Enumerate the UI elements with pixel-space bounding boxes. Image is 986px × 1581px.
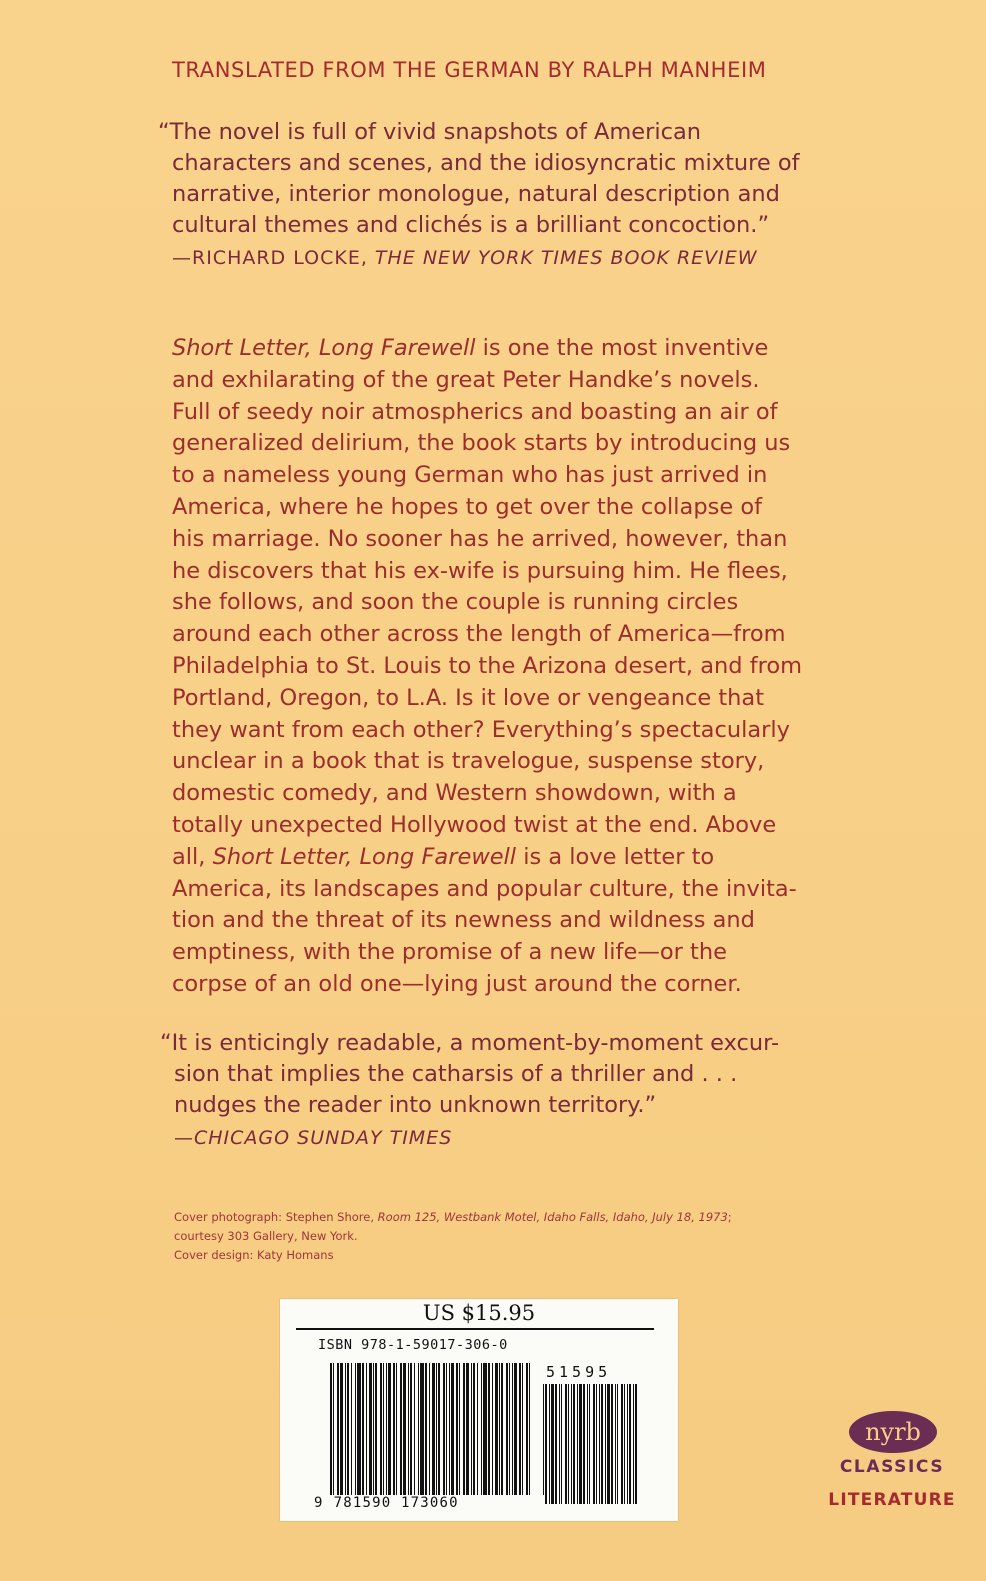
barcode-bar (509, 1363, 510, 1505)
barcode-bar (337, 1363, 339, 1505)
barcode-bar (351, 1363, 352, 1505)
barcode-bar (330, 1363, 332, 1505)
barcode-bar (438, 1363, 440, 1505)
barcode-bar (366, 1363, 367, 1505)
barcode-bar (492, 1363, 493, 1505)
barcode-bar (514, 1363, 517, 1505)
barcode-bar (555, 1384, 557, 1504)
blurb-line: Philadelphia to St. Louis to the Arizona desert, and from (172, 652, 803, 679)
blurb-line: unclear in a book that is travelogue, suspense story, (172, 748, 765, 775)
barcode-bar (605, 1384, 606, 1504)
barcode-bar (396, 1363, 397, 1505)
barcode-bar (601, 1384, 603, 1504)
barcode-bar (386, 1363, 387, 1505)
review-quote-nyt (158, 117, 848, 274)
blurb-line: emptiness, with the promise of a new life—or the (172, 939, 727, 966)
barcode-bar (408, 1363, 409, 1505)
quote-line: narrative, interior monologue, natural description and (172, 181, 780, 207)
barcode-bar (522, 1363, 523, 1505)
barcode-icon (330, 1363, 530, 1505)
barcode-bar (375, 1363, 377, 1505)
photo-credit (174, 1208, 814, 1227)
barcode-bar (369, 1363, 372, 1505)
courtesy-credit: courtesy 303 Gallery, New York. (174, 1229, 358, 1243)
quote-line: cultural themes and clichés is a brilliant concoction.” (172, 212, 770, 238)
barcode-bar (443, 1363, 445, 1505)
barcode-bar (499, 1363, 500, 1505)
quote-attribution (158, 243, 848, 274)
barcode-bar (473, 1363, 475, 1505)
quote-line: sion that implies the catharsis of a thriller and . . . (174, 1061, 738, 1087)
book-title: Short Letter, Long Farewell (172, 335, 476, 361)
barcode-bar (543, 1384, 544, 1504)
barcode-bar (596, 1384, 597, 1504)
blurb-line: she follows, and soon the couple is running circles (172, 589, 739, 616)
barcode-bar (551, 1384, 554, 1504)
barcode-bar (561, 1384, 562, 1504)
blurb-line: Full of seedy noir atmospherics and boasting an air of (172, 398, 778, 425)
barcode-bar (357, 1363, 361, 1505)
credit-punct: ; (727, 1210, 732, 1224)
blurb-line: tion and the threat of its newness and wildness and (172, 907, 755, 934)
barcode-bar (477, 1363, 478, 1505)
book-title: Short Letter, Long Farewell (212, 843, 517, 870)
attribution-source: THE NEW YORK TIMES BOOK REVIEW (374, 247, 758, 269)
barcode-bar (629, 1384, 631, 1504)
blurb-line (172, 333, 832, 365)
barcode-bar (340, 1363, 343, 1505)
barcode-bar (624, 1384, 625, 1504)
blurb-line: America, where he hopes to get over the collapse of (172, 493, 763, 520)
barcode-bar (565, 1384, 567, 1504)
barcode-bar (529, 1363, 530, 1505)
barcode-bar (488, 1363, 490, 1505)
barcode-bar (380, 1363, 382, 1505)
barcode-bar (599, 1384, 600, 1504)
barcode-bar (587, 1384, 588, 1504)
barcode-bar (568, 1384, 569, 1504)
blurb-text: all, (172, 843, 213, 870)
blurb-line: he discovers that his ex-wife is pursuing him. He flees, (172, 557, 788, 584)
addon-code: 51595 (546, 1363, 612, 1381)
quote-line: “The novel is full of vivid snapshots of American (158, 119, 702, 145)
barcode-bar (621, 1384, 623, 1504)
barcode-bar (410, 1363, 412, 1505)
blurb-line: America, its landscapes and popular culture, the invita- (172, 875, 797, 902)
barcode-number: 781590 173060 (333, 1495, 459, 1511)
barcode-lead-digit: 9 (314, 1495, 324, 1511)
barcode-bar (615, 1384, 616, 1504)
barcode-bar (400, 1363, 402, 1505)
barcode-bar (403, 1363, 406, 1505)
barcode-bar (333, 1363, 334, 1505)
book-description (172, 333, 832, 1001)
quote-line: nudges the reader into unknown territory.” (174, 1092, 657, 1118)
barcode-label (280, 1299, 678, 1521)
blurb-text: is one the most inventive (475, 335, 769, 361)
credit-label: Cover photograph: Stephen Shore, (174, 1210, 378, 1224)
barcode-bar (617, 1384, 618, 1504)
barcode-bar (420, 1363, 424, 1505)
series-label: CLASSICS (839, 1457, 945, 1477)
barcode-bar (483, 1363, 487, 1505)
barcode-bar (449, 1363, 450, 1505)
barcode-bar (456, 1363, 458, 1505)
barcode-bar (459, 1363, 460, 1505)
cover-credits (174, 1208, 814, 1265)
review-quote-chicago (160, 1028, 820, 1154)
blurb-text: is a love letter to (516, 843, 715, 870)
blurb-line (172, 842, 832, 874)
barcode-bar (506, 1363, 508, 1505)
barcode-bar (383, 1363, 384, 1505)
attribution-name: —RICHARD LOCKE, (172, 247, 375, 269)
blurb-line: they want from each other? Everything’s spectacularly (172, 716, 790, 743)
nyrb-logo (848, 1410, 938, 1454)
barcode-bar (463, 1363, 465, 1505)
barcode-bar (429, 1363, 430, 1505)
barcode-bar (418, 1363, 419, 1505)
barcode-bar (414, 1363, 415, 1505)
barcode-bar (501, 1363, 503, 1505)
barcode-bar (545, 1384, 547, 1504)
barcode-bar (519, 1363, 521, 1505)
quote-attribution (160, 1123, 820, 1154)
barcode-bar (451, 1363, 454, 1505)
photo-title: Room 125, Westbank Motel, Idaho Falls, Idaho, July 18, 1973 (377, 1210, 728, 1224)
barcode-digits (314, 1495, 544, 1511)
barcode-bar (355, 1363, 356, 1505)
barcode-bar (432, 1363, 435, 1505)
quote-line: characters and scenes, and the idiosyncratic mixture of (172, 150, 800, 176)
blurb-line: around each other across the length of America—from (172, 621, 786, 648)
barcode-bar (577, 1384, 578, 1504)
barcode-bar (589, 1384, 590, 1504)
blurb-line: corpse of an old one—lying just around the corner. (172, 970, 742, 997)
addon-barcode-icon (543, 1384, 637, 1504)
barcode-bar (635, 1384, 637, 1504)
quote-line: “It is enticingly readable, a moment-by-moment excur- (160, 1030, 780, 1056)
price-divider (296, 1328, 654, 1330)
category-label: LITERATURE (828, 1490, 956, 1510)
barcode-bar (388, 1363, 391, 1505)
barcode-bar (627, 1384, 628, 1504)
blurb-line: Portland, Oregon, to L.A. Is it love or vengeance that (172, 684, 765, 711)
barcode-bar (607, 1384, 610, 1504)
price: US $15.95 (422, 1301, 536, 1325)
barcode-bar (466, 1363, 469, 1505)
barcode-bar (549, 1384, 550, 1504)
translator-credit: TRANSLATED FROM THE GERMAN BY RALPH MANHEIM (172, 58, 767, 82)
barcode-bar (512, 1363, 513, 1505)
isbn: ISBN 978-1-59017-306-0 (318, 1337, 508, 1353)
barcode-bar (373, 1363, 374, 1505)
attribution-source: —CHICAGO SUNDAY TIMES (174, 1127, 453, 1149)
barcode-bar (347, 1363, 349, 1505)
blurb-line: and exhilarating of the great Peter Handke’s novels. (172, 366, 760, 393)
barcode-bar (481, 1363, 482, 1505)
blurb-line: generalized delirium, the book starts by introducing us (172, 430, 791, 457)
barcode-bar (436, 1363, 437, 1505)
barcode-bar (471, 1363, 472, 1505)
barcode-bar (583, 1384, 585, 1504)
barcode-bar (579, 1384, 582, 1504)
barcode-bar (633, 1384, 634, 1504)
barcode-bar (425, 1363, 427, 1505)
barcode-bar (571, 1384, 572, 1504)
barcode-bar (345, 1363, 346, 1505)
barcode-bar (593, 1384, 595, 1504)
blurb-line: to a nameless young German who has just arrived in (172, 462, 768, 489)
barcode-bar (393, 1363, 395, 1505)
barcode-bar (446, 1363, 447, 1505)
logo-text: nyrb (865, 1418, 921, 1446)
barcode-bar (573, 1384, 575, 1504)
design-credit: Cover design: Katy Homans (174, 1248, 334, 1262)
blurb-line: totally unexpected Hollywood twist at the end. Above (172, 811, 777, 838)
barcode-bar (362, 1363, 364, 1505)
barcode-bar (526, 1363, 528, 1505)
barcode-bar (495, 1363, 498, 1505)
blurb-line: his marriage. No sooner has he arrived, however, than (172, 525, 788, 552)
blurb-line: domestic comedy, and Western showdown, with a (172, 780, 737, 807)
barcode-bar (559, 1384, 560, 1504)
barcode-bar (611, 1384, 613, 1504)
